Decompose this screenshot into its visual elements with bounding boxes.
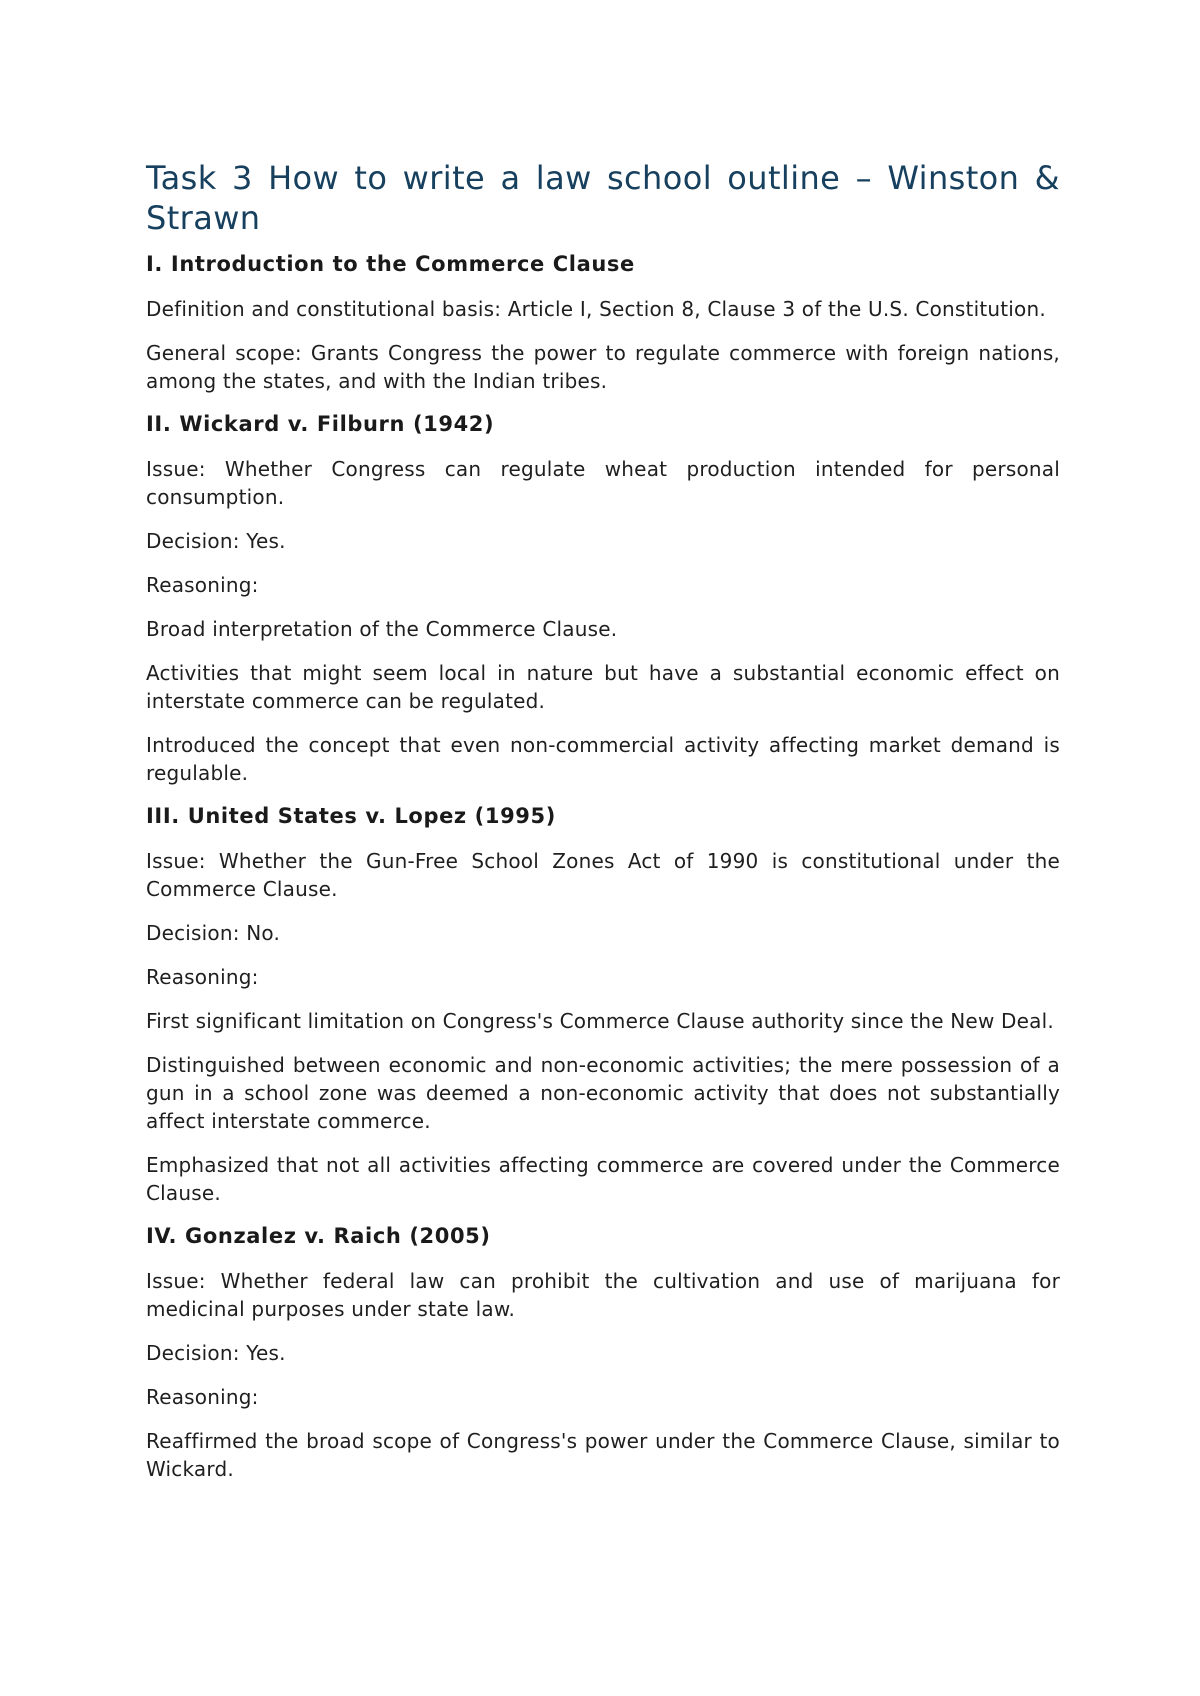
paragraph: Decision: Yes. bbox=[146, 1341, 286, 1365]
paragraph: Definition and constitutional basis: Article I, Section 8, Clause 3 of the U.S. Constitution. bbox=[146, 297, 1046, 321]
section-heading: IV. Gonzalez v. Raich (2005) bbox=[146, 1224, 491, 1248]
paragraph: Broad interpretation of the Commerce Clause. bbox=[146, 617, 618, 641]
section-wickard bbox=[146, 411, 1060, 787]
section-lopez bbox=[146, 803, 1060, 1207]
section-raich bbox=[146, 1223, 1060, 1483]
paragraph: Distinguished between economic and non-economic activities; the mere possession of a gun in a school zone was deemed a non-economic activity that does not substantially affect interstate commerce. bbox=[146, 1053, 1060, 1133]
paragraph: Reasoning: bbox=[146, 573, 259, 597]
section-introduction bbox=[146, 251, 1060, 395]
section-heading: II. Wickard v. Filburn (1942) bbox=[146, 412, 495, 436]
paragraph: Introduced the concept that even non-commercial activity affecting market demand is regulable. bbox=[146, 733, 1060, 785]
paragraph: First significant limitation on Congress's Commerce Clause authority since the New Deal. bbox=[146, 1009, 1054, 1033]
document-title: Task 3 How to write a law school outline – Winston & Strawn bbox=[146, 159, 1060, 237]
paragraph: General scope: Grants Congress the power to regulate commerce with foreign nations, among the states, and with the Indian tribes. bbox=[146, 341, 1060, 393]
section-heading: I. Introduction to the Commerce Clause bbox=[146, 252, 635, 276]
document-page bbox=[146, 158, 1060, 1499]
paragraph: Reasoning: bbox=[146, 1385, 259, 1409]
paragraph: Decision: Yes. bbox=[146, 529, 286, 553]
paragraph: Reaffirmed the broad scope of Congress's power under the Commerce Clause, similar to Wickard. bbox=[146, 1429, 1060, 1481]
section-heading: III. United States v. Lopez (1995) bbox=[146, 804, 556, 828]
paragraph: Decision: No. bbox=[146, 921, 281, 945]
paragraph: Reasoning: bbox=[146, 965, 259, 989]
paragraph: Issue: Whether the Gun-Free School Zones Act of 1990 is constitutional under the Commerce Clause. bbox=[146, 849, 1060, 901]
paragraph: Activities that might seem local in nature but have a substantial economic effect on interstate commerce can be regulated. bbox=[146, 661, 1060, 713]
paragraph: Emphasized that not all activities affecting commerce are covered under the Commerce Clause. bbox=[146, 1153, 1060, 1205]
paragraph: Issue: Whether Congress can regulate wheat production intended for personal consumption. bbox=[146, 457, 1060, 509]
paragraph: Issue: Whether federal law can prohibit the cultivation and use of marijuana for medicinal purposes under state law. bbox=[146, 1269, 1060, 1321]
